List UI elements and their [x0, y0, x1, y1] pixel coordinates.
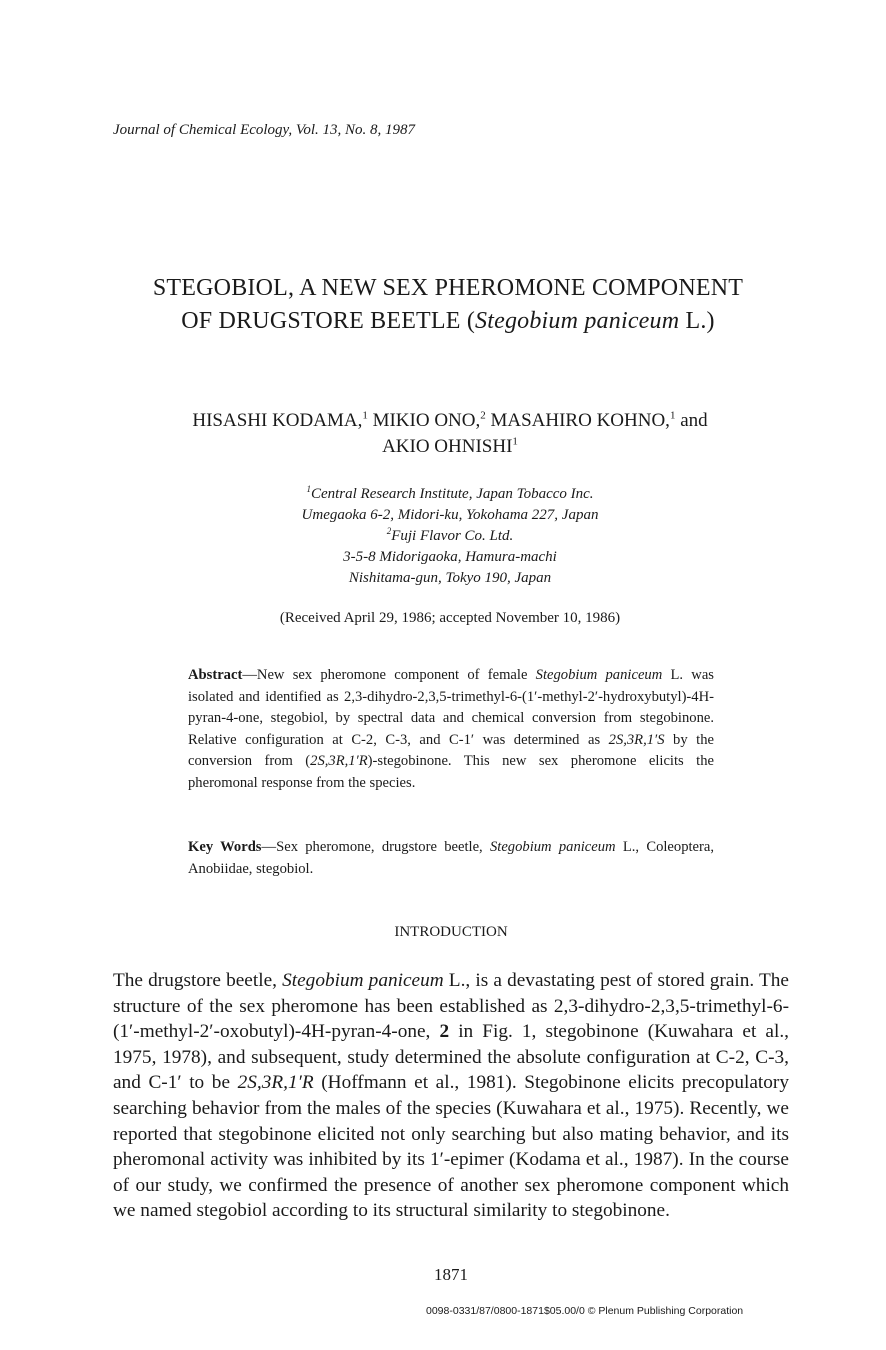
page-number: 1871: [434, 1265, 468, 1284]
article-title: [0, 272, 886, 338]
author-conjunction: and: [680, 410, 708, 431]
compound-number: 2: [439, 1021, 450, 1043]
title-species: Stegobium paniceum: [475, 308, 680, 334]
key-words: Key Words—Sex pheromone, drugstore beetle, Stegobium paniceum L., Coleoptera, Anobiidae, stegobiol.: [188, 839, 715, 877]
copyright-footer: 0098-0331/87/0800-1871$05.00/0 © Plenum Publishing Corporation: [426, 1305, 744, 1317]
affiliation-line: $^2$Fuji Flavor Co. Ltd.: [386, 526, 514, 544]
affiliation-line: $^1$Central Research Institute, Japan Tobacco Inc.: [306, 484, 594, 502]
title-line-2: OF DRUGSTORE BEETLE (Stegobium paniceum L.): [181, 308, 715, 334]
affiliation-line: Nishitama-gun, Tokyo 190, Japan: [348, 570, 552, 586]
keywords-label: Key Words: [188, 839, 262, 855]
section-heading: INTRODUCTION: [394, 924, 508, 940]
affiliation-line: Umegaoka 6-2, Midori-ku, Yokohama 227, Japan: [301, 507, 599, 523]
introduction-paragraph: The drugstore beetle, Stegobium paniceum L., is a devastating pest of stored grain. The structure of the sex pheromone has been established as 2,3-dihydro-2,3,5-trimethyl-6-(1′-methyl-2′-oxobutyl)-4H-pyran-4-one, 2 in Fig. 1, stegobinone (Kuwahara et al., 1975, 1978), and subsequent, study determined the absolute configuration at C-2, C-3, and C-1′ to be 2S,3R,1′R (Hoffmann et al., 1981). Stegobinone elicits precopulatory searching behavior from the males of the species (Kuwahara et al., 1975). Recently, we reported that stegobinone elicited not only searching but also mating behavior, and its pheromonal activity was inhibited by its 1′-epimer (Kodama et al., 1987). In the course of our study, we confirmed the presence of another sex pheromone component which we named stegobiol according to its structural similarity to stegobinone.: [113, 970, 789, 1222]
journal-citation: Journal of Chemical Ecology, Vol. 13, No. 8, 1987: [113, 122, 416, 138]
author-name: MASAHIRO KOHNO,: [490, 410, 670, 431]
abstract: Abstract—New sex pheromone component of female Stegobium paniceum L. was isolated and identified as 2,3-dihydro-2,3,5-trimethyl-6-(1′-methyl-2′-hydroxybutyl)-4H-pyran-4-one, stegobiol, by spectral data and chemical conversion from stegobinone. Relative configuration at C-2, C-3, and C-1′ was determined as 2S,3R,1′S by the conversion from (2S,3R,1′R)-stegobinone. This new sex pheromone elicits the pheromonal response from the species.: [188, 667, 714, 791]
title-line-1: STEGOBIOL, A NEW SEX PHEROMONE COMPONENT: [152, 275, 744, 301]
author-name: HISASHI KODAMA,: [192, 410, 363, 431]
received-dates: (Received April 29, 1986; accepted November 10, 1986): [279, 610, 621, 626]
author-name: MIKIO ONO,: [372, 410, 481, 431]
affiliation-line: 3-5-8 Midorigaoka, Hamura-machi: [343, 549, 557, 565]
author-list: [0, 408, 886, 460]
author-line-2: AKIO OHNISHI$^1$: [382, 435, 518, 457]
abstract-label: Abstract: [188, 667, 243, 683]
affiliations: [0, 484, 886, 589]
author-line-1: HISASHI KODAMA,$^1$ MIKIO ONO,$^2$ MASAHIRO KOHNO,$^1$ and: [192, 409, 708, 431]
author-name: AKIO OHNISHI: [382, 436, 513, 457]
